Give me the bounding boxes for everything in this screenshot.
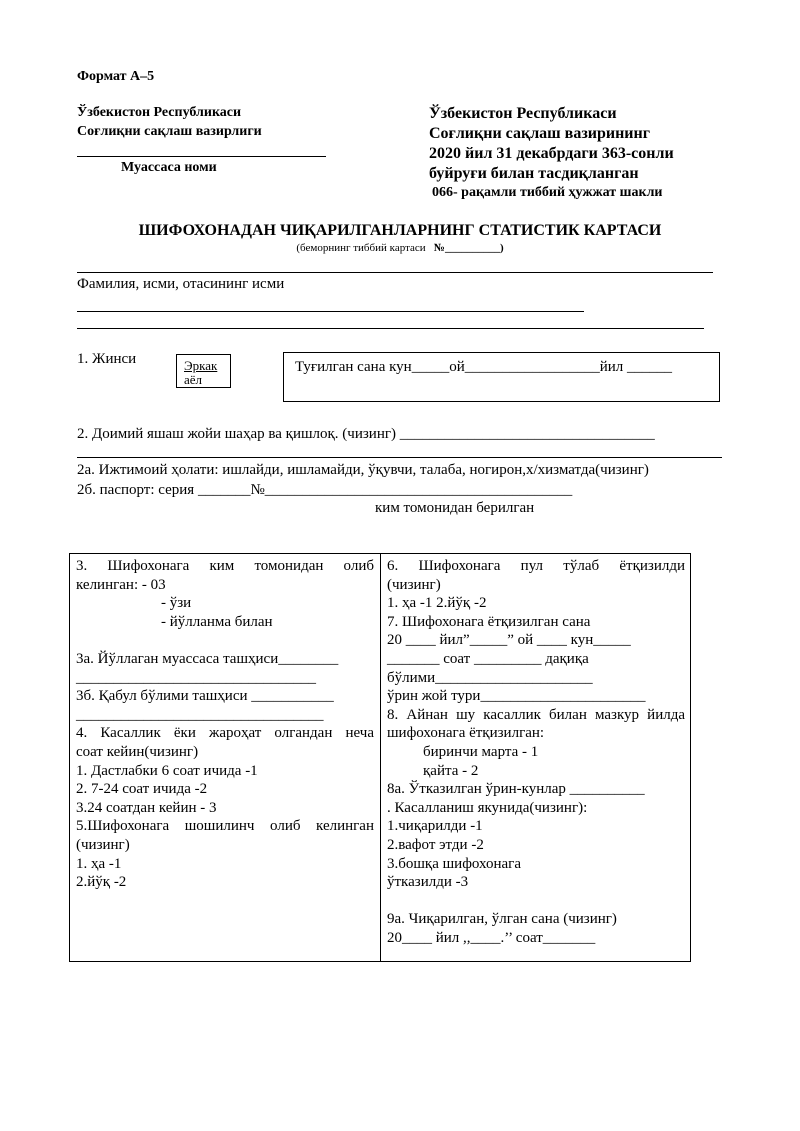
right-line-20: 9а. Чиқарилган, ўлган сана (чизинг) <box>387 911 617 928</box>
right-line-14: . Касалланиш якунида(чизинг): <box>387 799 588 816</box>
right-column <box>387 557 685 947</box>
right-header-line2: Соғлиқни сақлаш вазирининг <box>429 125 650 142</box>
right-header-line5: 066- рақамли тиббий ҳужжат шакли <box>432 185 663 200</box>
residence-field[interactable]: 2. Доимий яшаш жойи шаҳар ва қишлоқ. (чизинг) __________________________________ <box>77 426 655 442</box>
top-rule <box>77 272 713 273</box>
right-line-6[interactable]: _______ соат _________ дақиқа <box>387 650 589 667</box>
left-line-6[interactable]: 3а. Йўллаган муассаса ташҳиси________ <box>76 650 339 667</box>
residence-line[interactable] <box>77 457 722 458</box>
right-header-line3: 2020 йил 31 декабрдаги 363-сонли <box>429 145 674 162</box>
fullname-label: Фамилия, исми, отасининг исми <box>77 276 285 292</box>
social-status-field[interactable]: 2а. Ижтимоий ҳолати: ишлайди, ишламайди, ўқувчи, талаба, ногирон,х/хизматда(чизинг) <box>77 462 649 478</box>
right-line-2: (чизинг) <box>387 576 441 593</box>
left-line-11: соат кейин(чизинг) <box>76 743 199 760</box>
right-spacer <box>387 892 685 911</box>
institution-line <box>77 156 326 157</box>
card-number[interactable]: №__________) <box>433 242 504 254</box>
left-line-14[interactable]: 3.24 соатдан кейин - 3 <box>76 799 217 816</box>
right-line-10: шифохонага ётқизилган: <box>387 725 545 742</box>
left-line-2[interactable]: келинган: - 03 <box>76 576 166 593</box>
gender-box[interactable] <box>176 354 231 388</box>
right-line-8[interactable]: ўрин жой тури______________________ <box>387 688 646 705</box>
format-label: Формат А–5 <box>77 69 155 84</box>
left-line-13[interactable]: 2. 7-24 соат ичида -2 <box>76 781 208 798</box>
left-line-18[interactable]: 2.йўқ -2 <box>76 874 127 891</box>
left-header-line2: Соғлиқни сақлаш вазирлиги <box>77 124 262 139</box>
left-spacer <box>76 631 374 650</box>
subtitle-prefix: (беморнинг тиббий картаси <box>296 242 426 254</box>
left-line-3[interactable]: - ўзи <box>161 595 192 612</box>
document-title: ШИФОХОНАДАН ЧИҚАРИЛГАНЛАРНИНГ СТАТИСТИК КАРТАСИ <box>138 222 662 239</box>
left-line-9[interactable]: _________________________________ <box>76 706 324 723</box>
left-header-line1: Ўзбекистон Республикаси <box>77 105 242 120</box>
issued-by-label: ким томонидан берилган <box>375 500 535 516</box>
right-line-3[interactable]: 1. ҳа -1 2.йўқ -2 <box>387 595 487 612</box>
right-line-18[interactable]: ўтказилди -3 <box>387 874 469 891</box>
birthdate-box[interactable] <box>283 352 720 402</box>
fullname-line-1[interactable] <box>77 311 584 312</box>
table-divider <box>380 554 381 961</box>
right-line-13[interactable]: 8а. Ўтказилган ўрин-кунлар __________ <box>387 781 645 798</box>
right-line-16[interactable]: 2.вафот этди -2 <box>387 836 484 853</box>
right-line-12[interactable]: қайта - 2 <box>423 762 479 779</box>
right-line-5[interactable]: 20 ____ йил”_____” ой ____ кун_____ <box>387 632 631 649</box>
right-line-15[interactable]: 1.чиқарилди -1 <box>387 818 483 835</box>
left-line-4[interactable]: - йўлланма билан <box>161 613 273 630</box>
birthdate-field[interactable]: Туғилган сана кун_____ой__________________йил ______ <box>295 359 673 375</box>
left-line-15: 5.Шифохонага шошилинч олиб келинган <box>76 818 374 835</box>
left-line-12[interactable]: 1. Дастлабки 6 соат ичида -1 <box>76 762 258 779</box>
passport-field[interactable]: 2б. паспорт: серия _______№_________________________________________ <box>77 482 573 498</box>
left-line-8[interactable]: 3б. Қабул бўлими ташҳиси ___________ <box>76 688 334 705</box>
document-subtitle <box>0 242 800 254</box>
right-line-17[interactable]: 3.бошқа шифохонага <box>387 855 521 872</box>
right-line-9: 8. Айнан шу касаллик билан мазкур йилда <box>387 706 685 723</box>
left-line-16: (чизинг) <box>76 836 130 853</box>
left-line-7[interactable]: ________________________________ <box>76 669 316 686</box>
left-line-10: 4. Касаллик ёки жароҳат олгандан неча <box>76 725 374 742</box>
left-line-1: 3. Шифохонага ким томонидан олиб <box>76 558 374 574</box>
fullname-line-2[interactable] <box>77 328 704 329</box>
left-column <box>76 557 374 892</box>
right-header-line4: буйруғи билан тасдиқланган <box>429 165 639 182</box>
gender-female-option[interactable]: аёл <box>184 372 203 387</box>
right-line-11[interactable]: биринчи марта - 1 <box>423 743 539 760</box>
right-line-21[interactable]: 20____ йил ,,____.’’ соат_______ <box>387 929 596 946</box>
institution-label: Муассаса номи <box>121 160 217 175</box>
statistics-table <box>69 553 691 962</box>
right-line-7[interactable]: бўлими_____________________ <box>387 669 593 686</box>
gender-male-option[interactable]: Эркак <box>184 358 218 373</box>
left-line-17[interactable]: 1. ҳа -1 <box>76 855 122 872</box>
right-header-line1: Ўзбекистон Республикаси <box>429 105 617 122</box>
right-line-1: 6. Шифохонага пул тўлаб ётқизилди <box>387 558 685 574</box>
right-line-4: 7. Шифохонага ётқизилган сана <box>387 613 591 630</box>
gender-label: 1. Жинси <box>77 351 137 367</box>
